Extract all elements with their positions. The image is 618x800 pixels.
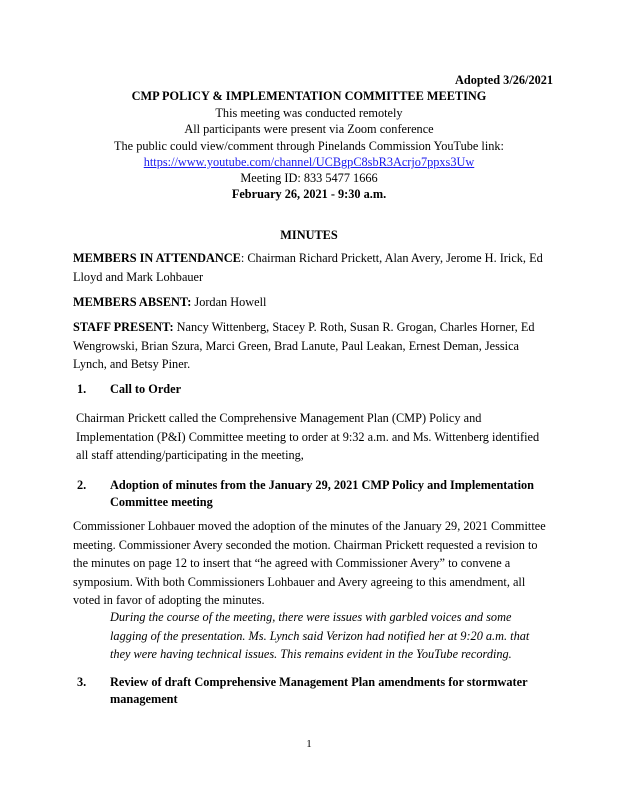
section-2-note-line: they were having technical issues. This remains evident in the YouTube recording. (110, 647, 512, 662)
section-1-line: Implementation (P&I) Committee meeting to order at 9:32 a.m. and Ms. Wittenberg identified (76, 429, 540, 444)
minutes-title: MINUTES (280, 228, 338, 242)
staff-text-1: Nancy Wittenberg, Stacey P. Roth, Susan R. Grogan, Charles Horner, Ed (173, 320, 535, 334)
section-2-line: symposium. With both Commissioners Lohbauer and Avery agreeing to this amendment, all (73, 574, 526, 589)
staff-label: STAFF PRESENT: (73, 320, 174, 334)
absent-label: MEMBERS ABSENT: (73, 295, 192, 309)
section-1-number: 1. (77, 382, 87, 396)
members-attendance (73, 249, 553, 286)
staff-present (73, 318, 553, 374)
section-1-line: Chairman Prickett called the Comprehensive Management Plan (CMP) Policy and (76, 411, 482, 425)
youtube-link[interactable]: https://www.youtube.com/channel/UCBgpC8sbR3Acrjo7ppxs3Uw (143, 155, 475, 169)
section-2-line: voted in favor of adopting the minutes. (73, 593, 265, 608)
members-label: MEMBERS IN ATTENDANCE (73, 251, 241, 265)
section-2-line: meeting. Commissioner Avery seconded the motion. Chairman Prickett requested a revision to (73, 537, 538, 552)
section-3-number: 3. (77, 675, 87, 689)
section-1-heading: Call to Order (110, 382, 182, 396)
meeting-date: February 26, 2021 - 9:30 a.m. (231, 187, 387, 201)
section-3-heading-line: Review of draft Comprehensive Management Plan amendments for stormwater (110, 675, 528, 689)
youtube-link-row (0, 155, 618, 170)
section-2-line: Commissioner Lohbauer moved the adoption of the minutes of the January 29, 2021 Committee (73, 519, 546, 533)
header-line-zoom: All participants were present via Zoom conference (184, 122, 434, 136)
members-text-2: Lloyd and Mark Lohbauer (73, 269, 204, 284)
section-1-body (76, 409, 556, 465)
header-line-public: The public could view/comment through Pinelands Commission YouTube link: (114, 139, 504, 153)
members-absent (73, 293, 553, 312)
section-3-heading-line: management (110, 692, 178, 706)
section-2-body (73, 517, 553, 610)
staff-text-3: Lynch, and Betsy Piner. (73, 357, 191, 372)
section-2-heading (110, 477, 534, 511)
meeting-title: CMP POLICY & IMPLEMENTATION COMMITTEE MEETING (131, 89, 487, 103)
staff-text-2: Wengrowski, Brian Szura, Marci Green, Brad Lanute, Paul Leakan, Ernest Deman, Jessica (73, 338, 519, 353)
section-2-note-line: lagging of the presentation. Ms. Lynch said Verizon had notified her at 9:20 a.m. that (110, 628, 530, 643)
members-text-1: : Chairman Richard Prickett, Alan Avery, Jerome H. Irick, Ed (240, 251, 543, 265)
absent-text: Jordan Howell (191, 295, 267, 309)
section-2-number: 2. (77, 478, 87, 492)
adopted-date: Adopted 3/26/2021 (455, 73, 554, 87)
header-line-remote: This meeting was conducted remotely (215, 106, 403, 120)
section-2-heading-line: Committee meeting (110, 495, 213, 509)
section-2-note (110, 608, 550, 664)
section-2-line: the minutes on page 12 to insert that “he agreed with Commissioner Avery” to convene a (73, 556, 511, 571)
section-2-note-line: During the course of the meeting, there were issues with garbled voices and some (110, 610, 512, 624)
section-2-heading-line: Adoption of minutes from the January 29, 2021 CMP Policy and Implementation (110, 478, 535, 492)
page-number: 1 (306, 738, 312, 750)
section-1-line: all staff attending/participating in the meeting, (76, 448, 304, 463)
section-3-heading (110, 674, 528, 708)
meeting-id: Meeting ID: 833 5477 1666 (240, 171, 378, 185)
